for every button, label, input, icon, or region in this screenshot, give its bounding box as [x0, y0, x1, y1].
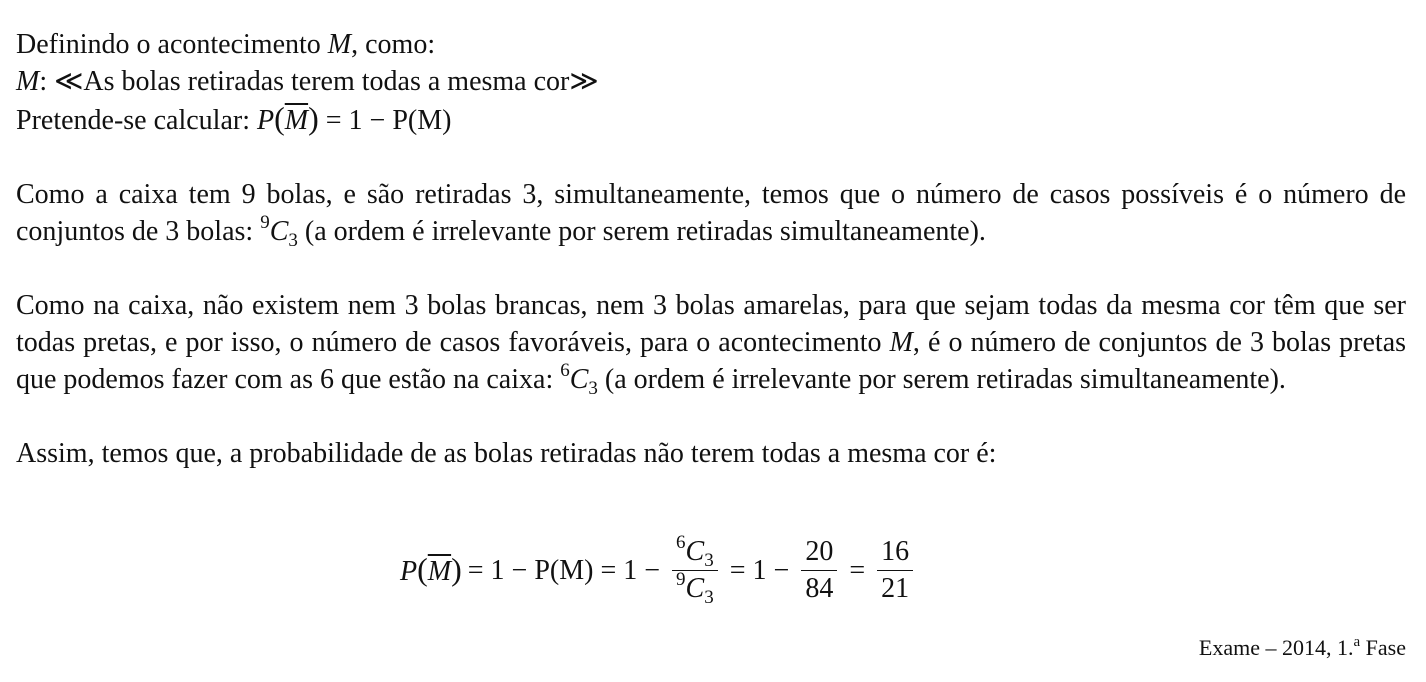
paragraph-possible-cases: Como a caixa tem 9 bolas, e são retiradas 3, simultaneamente, temos que o número de casos possíveis é o número de conjuntos de 3 bolas: $^9C_3$ (a ordem é irrelevante por serem retiradas simultaneamente).	[16, 179, 1406, 251]
formula-step-3: =	[849, 554, 866, 586]
event-variable: M	[327, 29, 352, 60]
intro-line-1	[16, 26, 1406, 63]
fraction-20-84: $\frac{20}{84}$	[801, 534, 837, 607]
fraction-result: $\frac{16}{21}$	[877, 534, 913, 607]
event-definition: : ≪As bolas retiradas terem todas a mesma cor≫	[39, 66, 599, 97]
fraction-combinations: $\frac{^6C_3}{^9C_3}$	[672, 534, 718, 607]
event-variable: M	[889, 327, 913, 358]
exam-source: Exame – 2014, 1.$^a$ Fase	[1198, 634, 1406, 660]
intro-line-2	[16, 63, 1406, 100]
combination-6c3: $^6C_3$	[560, 360, 598, 399]
event-variable: M	[16, 66, 40, 97]
document-body	[16, 26, 1406, 509]
intro-goal-text: Pretende-se calcular:	[16, 105, 250, 136]
formula-step-1: = 1 − P(M) = 1 −	[467, 554, 661, 586]
intro-line-3	[16, 100, 1406, 139]
paragraph-favorable-cases: Como na caixa, não existem nem 3 bolas brancas, nem 3 bolas amarelas, para que sejam todas da mesma cor têm que ser todas pretas, e por isso, o número de casos favoráveis, para o acontecimento M, é o número de conjuntos de 3 bolas pretas que podemos fazer com as 6 que estão na caixa: $^6C_3$ (a ordem é irrelevante por serem retiradas simultaneamente).	[16, 290, 1407, 399]
intro-text: Definindo o acontecimento	[16, 29, 321, 60]
paragraph-conclusion: Assim, temos que, a probabilidade de as bolas retiradas não terem todas a mesma cor é:	[16, 438, 997, 469]
intro-block	[16, 26, 1406, 139]
formula-step-2: = 1 −	[729, 554, 790, 586]
probability-formula	[400, 530, 919, 610]
formula-lhs: $P(\overline{M})$	[400, 550, 462, 587]
intro-text-end: , como:	[351, 29, 436, 60]
goal-formula: $P(\overline{M}) = 1 - P(M)$	[256, 100, 452, 136]
combination-9c3: $^9C_3$	[260, 212, 298, 251]
